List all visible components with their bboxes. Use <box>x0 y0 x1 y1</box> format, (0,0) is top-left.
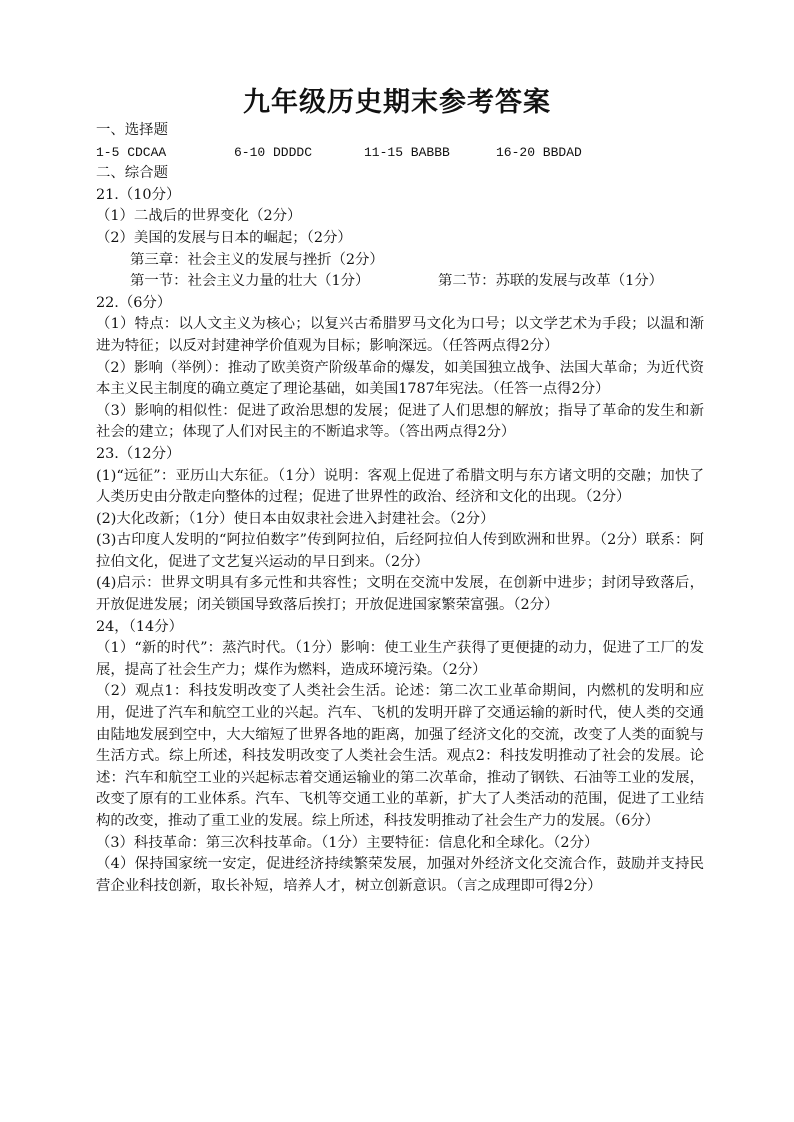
question-21-sections-row <box>96 271 704 293</box>
answer-content <box>96 120 704 897</box>
question-21-section-2: 第二节：苏联的发展与改革（1分） <box>438 273 664 290</box>
choice-answers-row <box>96 142 704 164</box>
choice-group-3: 11-15 BABBB <box>364 144 450 160</box>
question-24-part-2: （2）观点1：科技发明改变了人类社会生活。论述：第二次工业革命期间，内燃机的发明和应用，促进了汽车和航空工业的兴起。汽车、飞机的发明开辟了交通运输的新时代，使人类的交通由陆地发展到空中，大大缩短了世界各地的距离，加强了经济文化的交流，改变了人类的面貌与生活方式。综上所述，科技发明改变了人类社会生活。观点2：科技发明推动了社会的发展。论述：汽车和航空工业的兴起标志着交通运输业的第二次革命，推动了钢铁、石油等工业的发展，改变了原有的工业体系。汽车、飞机等交通工业的革新，扩大了人类活动的范围，促进了工业结构的改变，推动了重工业的发展。综上所述，科技发明推动了社会生产力的发展。（6分） <box>96 683 704 829</box>
section-heading-choice: 一、选择题 <box>96 122 168 138</box>
choice-group-2: 6-10 DDDDC <box>234 144 313 160</box>
question-22-part-3: （3）影响的相似性：促进了政治思想的发展；促进了人们思想的解放；指导了革命的发生和新社会的建立；体现了人们对民主的不断追求等。（答出两点得2分） <box>96 402 704 441</box>
question-21-part-1: （1）二战后的世界变化（2分） <box>96 208 302 225</box>
question-24-part-3: （3）科技革命：第三次科技革命。（1分）主要特征：信息化和全球化。（2分） <box>96 834 599 851</box>
choice-group-4: 16-20 BBDAD <box>496 144 582 160</box>
question-21-part-2: （2）美国的发展与日本的崛起；（2分） <box>96 229 352 246</box>
choice-group-1: 1-5 CDCAA <box>96 144 167 160</box>
question-23-part-2: (2)大化改新；（1分）使日本由奴隶社会进入封建社会。（2分） <box>96 510 495 527</box>
question-23-part-4: (4)启示：世界文明具有多元性和共容性；文明在交流中发展，在创新中进步；封闭导致落后，开放促进发展；闭关锁国导致落后挨打；开放促进国家繁荣富强。（2分） <box>96 575 704 614</box>
page-title: 九年级历史期末参考答案 <box>243 87 551 118</box>
question-23-part-1: (1)“远征”：亚历山大东征。（1分）说明：客观上促进了希腊文明与东方诸文明的交融；加快了人类历史由分散走向整体的过程；促进了世界性的政治、经济和文化的出现。（2分） <box>96 467 704 506</box>
question-24-part-1: （1）“新的时代”：蒸汽时代。（1分）影响：使工业生产获得了更便捷的动力，促进了工厂的发展，提高了社会生产力；煤作为燃料，造成环境污染。（2分） <box>96 640 704 678</box>
section-heading-comprehensive: 二、综合题 <box>96 165 168 182</box>
question-23-header: 23.（12分） <box>96 445 181 462</box>
question-24-header: 24，（14分） <box>96 618 183 635</box>
question-21-chapter: 第三章：社会主义的发展与挫折（2分） <box>130 251 384 268</box>
question-22-part-1: （1）特点：以人文主义为核心；以复兴古希腊罗马文化为口号；以文学艺术为手段；以温和渐进为特征；以反对封建神学价值观为目标；影响深远。（任答两点得2分） <box>96 316 704 354</box>
question-24-part-4: （4）保持国家统一安定，促进经济持续繁荣发展，加强对外经济文化交流合作，鼓励并支持民营企业科技创新，取长补短，培养人才，树立创新意识。（言之成理即可得2分） <box>96 856 704 894</box>
question-23-part-3: (3)古印度人发明的“阿拉伯数字”传到阿拉伯，后经阿拉伯人传到欧洲和世界。（2分）联系：阿拉伯文化，促进了文艺复兴运动的早日到来。（2分） <box>96 532 704 570</box>
question-21-header: 21.（10分） <box>96 186 181 203</box>
question-21-section-1: 第一节：社会主义力量的壮大（1分） <box>130 273 370 290</box>
question-22-header: 22.（6分） <box>96 294 172 311</box>
question-22-part-2: （2）影响（举例）：推动了欧美资产阶级革命的爆发，如美国独立战争、法国大革命；为近代资本主义民主制度的确立奠定了理论基础，如美国1787年宪法。（任答一点得2分） <box>96 359 704 398</box>
